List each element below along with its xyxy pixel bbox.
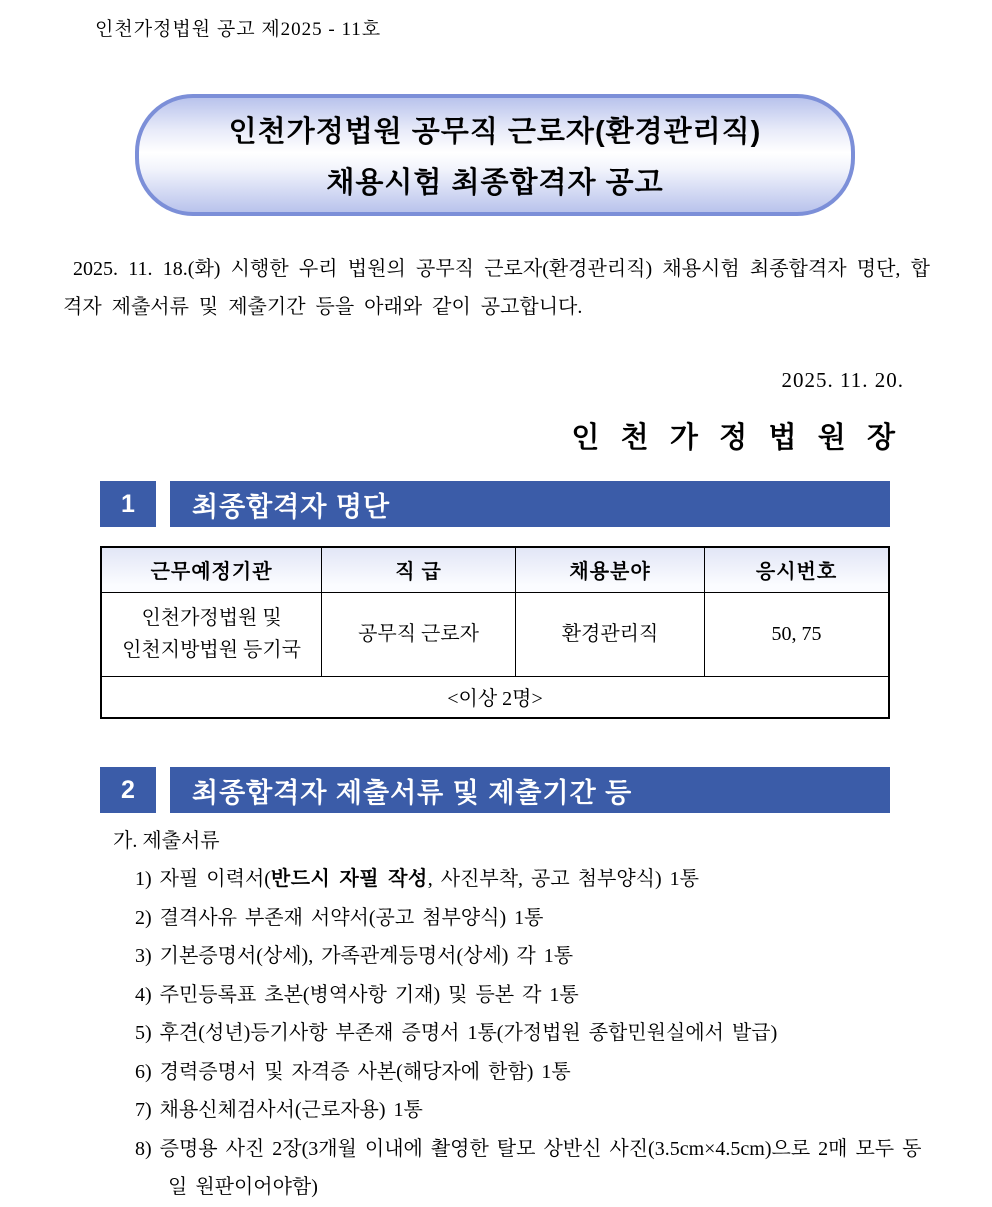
submission-item-5: 5) 후견(성년)등기사항 부존재 증명서 1통(가정법원 종합민원실에서 발급) [135, 1022, 778, 1044]
header-cell-applicant-number: 응시번호 [705, 547, 889, 592]
table-header-row [101, 547, 889, 592]
submission-item-8: 8) 증명용 사진 2장(3개월 이내에 촬영한 탈모 상반신 사진(3.5cm×4.5cm)으로 2매 모두 동일 원판이어야함) [135, 1137, 922, 1198]
section-1-title: 최종합격자 명단 [170, 481, 890, 527]
table-footer-note: <이상 2명> [101, 676, 889, 718]
cell-field: 환경관리직 [515, 592, 704, 676]
submission-item-4: 4) 주민등록표 초본(병역사항 기재) 및 등본 각 1통 [135, 983, 579, 1006]
title-line-1: 인천가정법원 공무직 근로자(환경관리직) [228, 116, 762, 148]
cell-position: 공무직 근로자 [322, 592, 516, 676]
cell-workplace [101, 592, 322, 676]
item-1-post: , 사진부착, 공고 첨부양식) 1통 [427, 868, 699, 890]
final-passers-table [100, 546, 890, 719]
submission-items-list [135, 860, 935, 1207]
table-footer-row [101, 676, 889, 718]
header-cell-workplace: 근무예정기관 [101, 547, 322, 592]
announcement-title-box [135, 94, 855, 216]
item-1-bold: 반드시 자필 작성 [270, 868, 428, 890]
cell-workplace-line-1: 인천가정법원 및 [141, 607, 282, 629]
item-1-pre: 1) 자필 이력서( [135, 868, 271, 890]
signature-court-president: 인 천 가 정 법 원 장 [571, 422, 902, 454]
intro-paragraph: 2025. 11. 18.(화) 시행한 우리 법원의 공무직 근로자(환경관리직) 채용시험 최종합격자 명단, 합격자 제출서류 및 제출기간 등을 아래와 같이 공고합니다. [63, 258, 930, 318]
submission-item-1 [135, 860, 935, 899]
cell-applicant-numbers: 50, 75 [705, 592, 889, 676]
section-1-number-badge: 1 [100, 481, 156, 527]
header-cell-position: 직 급 [322, 547, 516, 592]
submission-item-3: 3) 기본증명서(상세), 가족관계등명서(상세) 각 1통 [135, 945, 574, 967]
header-cell-field: 채용분야 [515, 547, 704, 592]
section-2-header [100, 767, 890, 813]
submission-item-7: 7) 채용신체검사서(근로자용) 1통 [135, 1099, 423, 1121]
section-2-number-badge: 2 [100, 767, 156, 813]
section-2-header-gap [156, 767, 170, 813]
submission-subsection-heading: 가. 제출서류 [113, 830, 220, 852]
announcement-date: 2025. 11. 20. [781, 368, 904, 392]
section-1-header-gap [156, 481, 170, 527]
cell-workplace-line-2: 인천지방법원 등기국 [122, 639, 301, 661]
table-row [101, 592, 889, 676]
submission-documents-section [0, 824, 992, 1207]
submission-item-6: 6) 경력증명서 및 자격증 사본(해당자에 한함) 1통 [135, 1060, 571, 1083]
document-number: 인천가정법원 공고 제2025 - 11호 [95, 19, 382, 40]
title-line-2: 채용시험 최종합격자 공고 [326, 167, 664, 199]
section-2-title: 최종합격자 제출서류 및 제출기간 등 [170, 767, 890, 813]
submission-item-2: 2) 결격사유 부존재 서약서(공고 첨부양식) 1통 [135, 906, 544, 929]
section-1-header [100, 481, 890, 527]
